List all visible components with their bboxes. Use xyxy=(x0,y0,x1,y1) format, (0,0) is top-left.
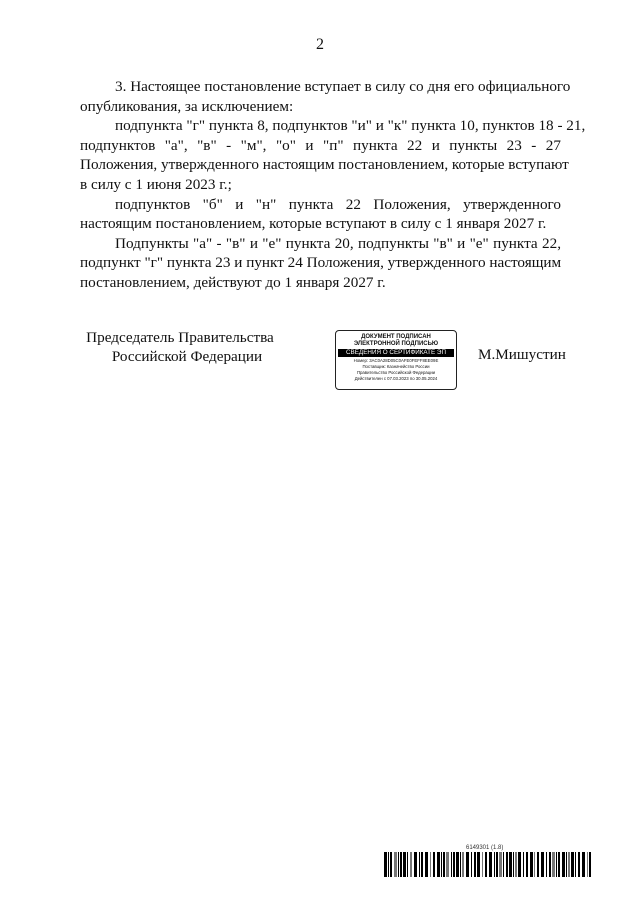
paragraph xyxy=(80,195,561,234)
barcode-bar xyxy=(566,852,567,877)
paragraph xyxy=(80,77,571,116)
barcode-bar xyxy=(430,852,431,877)
barcode-bar xyxy=(503,852,504,877)
barcode-bar xyxy=(462,852,464,877)
barcode xyxy=(384,852,594,877)
barcode-bar xyxy=(578,852,580,877)
stamp-title: ДОКУМЕНТ ПОДПИСАН xyxy=(361,334,431,340)
barcode-bar xyxy=(549,852,551,877)
barcode-bar xyxy=(489,852,492,877)
barcode-bar xyxy=(537,852,539,877)
barcode-bar xyxy=(582,852,585,877)
stamp-banner: СВЕДЕНИЯ О СЕРТИФИКАТЕ ЭП xyxy=(338,349,454,357)
barcode-bar xyxy=(518,852,521,877)
paragraph xyxy=(80,116,586,194)
barcode-bar xyxy=(485,852,487,877)
text-line: Положения, утвержденного настоящим постановлением, которые вступают xyxy=(80,156,569,174)
text-line: настоящим постановлением, которые вступают в силу с 1 января 2027 г. xyxy=(80,215,547,233)
barcode-bar xyxy=(425,852,428,877)
barcode-bar xyxy=(546,852,547,877)
barcode-number: 6149301 (1.8) xyxy=(466,845,504,851)
barcode-bar xyxy=(589,852,591,877)
barcode-bar xyxy=(499,852,502,877)
barcode-bar xyxy=(496,852,498,877)
barcode-bar xyxy=(451,852,452,877)
barcode-bar xyxy=(515,852,517,877)
barcode-bar xyxy=(403,852,406,877)
page-number: 2 xyxy=(316,36,324,53)
barcode-bar xyxy=(410,852,412,877)
barcode-bar xyxy=(534,852,535,877)
barcode-bar xyxy=(433,852,435,877)
barcode-bar xyxy=(482,852,483,877)
text-line: постановлением, действуют до 1 января 2027 г. xyxy=(80,273,386,291)
barcode-bar xyxy=(437,852,440,877)
barcode-bar xyxy=(446,852,449,877)
barcode-bar xyxy=(443,852,445,877)
barcode-bar xyxy=(414,852,417,877)
barcode-bar xyxy=(419,852,420,877)
barcode-bar xyxy=(494,852,495,877)
text-line: подпунктов "б" и "н" пункта 22 Положения, утвержденного xyxy=(115,195,561,213)
barcode-bar xyxy=(568,852,570,877)
barcode-bar xyxy=(453,852,455,877)
barcode-bar xyxy=(556,852,557,877)
barcode-bar xyxy=(509,852,512,877)
barcode-bar xyxy=(477,852,480,877)
barcode-bar xyxy=(558,852,560,877)
signatory-position xyxy=(80,328,280,366)
stamp-cert-number: Номер: 3AC0A28D05C0AFE0FEFF8EE09E xyxy=(353,358,439,363)
barcode-bar xyxy=(398,852,399,877)
signatory-name: М.Мишустин xyxy=(478,346,566,363)
barcode-bar xyxy=(460,852,461,877)
barcode-bar xyxy=(390,852,392,877)
stamp-owner: Правительство Российской Федерации xyxy=(356,370,436,375)
document-body xyxy=(80,77,586,293)
barcode-bar xyxy=(506,852,508,877)
barcode-bar xyxy=(407,852,408,877)
barcode-bar xyxy=(471,852,472,877)
barcode-bar xyxy=(541,852,544,877)
barcode-bar xyxy=(513,852,514,877)
text-line: подпунктов "а", "в" - "м", "о" и "п" пункта 22 и пункты 23 - 27 xyxy=(80,136,561,154)
barcode-bar xyxy=(562,852,565,877)
barcode-bar xyxy=(552,852,555,877)
paragraph xyxy=(80,234,561,293)
stamp-title: ЭЛЕКТРОННОЙ ПОДПИСЬЮ xyxy=(353,341,439,347)
barcode-bar xyxy=(575,852,576,877)
text-line: 3. Настоящее постановление вступает в силу со дня его официального xyxy=(115,78,571,95)
text-line: Подпункты "а" - "в" и "е" пункта 20, подпункты "в" и "е" пункта 22, xyxy=(115,234,561,252)
barcode-bar xyxy=(530,852,533,877)
barcode-bar xyxy=(456,852,459,877)
text-line: подпункта "г" пункта 8, подпунктов "и" и "к" пункта 10, пунктов 18 - 21, xyxy=(115,117,586,135)
electronic-signature-stamp xyxy=(335,330,457,390)
position-line: Председатель Правительства xyxy=(86,329,274,346)
barcode-bar xyxy=(394,852,397,877)
stamp-issuer: Поставщик: Казначейство России xyxy=(362,364,430,369)
text-line: в силу с 1 июня 2023 г.; xyxy=(80,175,232,193)
barcode-bar xyxy=(466,852,469,877)
barcode-bar xyxy=(441,852,442,877)
barcode-bar xyxy=(526,852,528,877)
barcode-bar xyxy=(587,852,588,877)
barcode-bar xyxy=(388,852,389,877)
barcode-bar xyxy=(384,852,387,877)
barcode-bar xyxy=(400,852,402,877)
position-line: Российской Федерации xyxy=(111,348,263,365)
barcode-bar xyxy=(474,852,476,877)
barcode-bar xyxy=(421,852,423,877)
stamp-validity: Действителен с 07.03.2023 по 30.05.2024 xyxy=(354,376,438,381)
text-line: опубликования, за исключением: xyxy=(80,97,294,115)
barcode-bar xyxy=(523,852,524,877)
text-line: подпункт "г" пункта 23 и пункт 24 Положения, утвержденного настоящим xyxy=(80,254,562,272)
barcode-bar xyxy=(571,852,574,877)
